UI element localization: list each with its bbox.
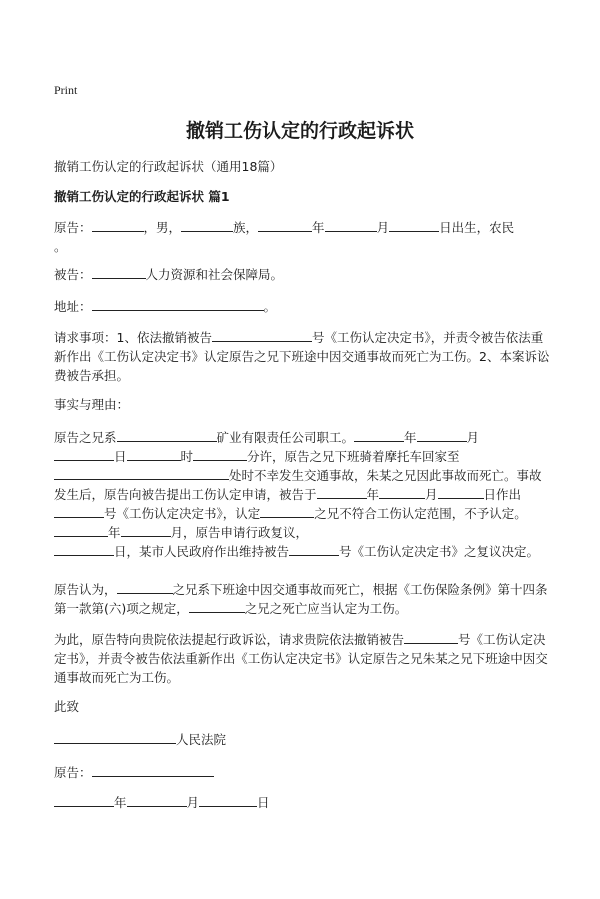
blank [127, 448, 181, 461]
document-subtitle: 撤销工伤认定的行政起诉状（通用18篇） [54, 159, 283, 174]
blank [54, 543, 114, 556]
text: 日 [114, 449, 127, 464]
blank-year [258, 219, 312, 232]
text: 年 [366, 487, 380, 502]
facts-heading [54, 395, 550, 414]
text: 处时不幸发生交通事故，朱某之兄因此事故而死亡。事故发生后，原告向被告提出工伤认定申请，被告于 [54, 468, 542, 502]
blank-name [92, 219, 144, 232]
blank [54, 505, 104, 518]
blank [260, 505, 314, 518]
blank [379, 486, 425, 499]
text: 月 [425, 487, 438, 502]
defendant-label: 被告： [54, 267, 92, 282]
text: 年 [108, 525, 121, 540]
blank [404, 631, 458, 644]
print-link[interactable]: Print [54, 83, 78, 97]
blank [54, 448, 114, 461]
text: 日出生，农民 [439, 220, 515, 235]
text: 族， [233, 220, 259, 235]
text: 年 [312, 220, 325, 235]
section-heading: 撤销工伤认定的行政起诉状 篇1 [54, 189, 230, 204]
blank [54, 524, 108, 537]
text: 请求事项：1、依法撤销被告 [54, 330, 212, 345]
text: 号《工伤认定决定书》，并责令被告依法重新作出《工伤认定决定书》认定原告之兄下班途中因交通事故而死亡为工伤。2、本案诉讼费被告承担。 [54, 330, 550, 383]
text: 年 [404, 430, 417, 445]
blank [189, 600, 245, 613]
blank-court-city [54, 731, 176, 744]
court-line [54, 730, 550, 749]
date-month: 月 [186, 795, 200, 810]
closing [54, 697, 550, 716]
request-paragraph [54, 630, 550, 687]
text: 日，某市人民政府作出维持被告 [114, 544, 290, 559]
blank-day [389, 219, 439, 232]
text: 之兄之死亡应当认定为工伤。 [244, 601, 408, 616]
blank [438, 486, 484, 499]
text: 号《工伤认定决定书》，并责令被告依法重新作出《工伤认定决定书》认定原告之兄朱某之兄下班途中因交通事故而死亡为工伤。 [54, 632, 548, 685]
text: 原告认为， [54, 582, 117, 597]
blank [117, 581, 173, 594]
text: 此致 [54, 699, 80, 714]
text: 月 [466, 430, 480, 445]
address-paragraph [54, 297, 550, 316]
blank-address [92, 298, 264, 311]
text: 号《工伤认定决定书》，认定 [104, 506, 261, 521]
blank-month [127, 794, 187, 807]
blank [317, 486, 367, 499]
blank [354, 429, 404, 442]
facts-paragraph [54, 428, 550, 561]
document-title: 撤销工伤认定的行政起诉状 [185, 120, 414, 142]
blank [54, 467, 229, 480]
text: 月 [376, 220, 390, 235]
blank-month [325, 219, 377, 232]
date-year: 年 [114, 795, 127, 810]
signer-label: 原告： [54, 765, 92, 780]
claims-paragraph [54, 328, 550, 385]
address-label: 地址： [54, 299, 92, 314]
text: 之兄不符合工伤认定范围，不予认定。 [314, 506, 527, 521]
text: 时 [180, 449, 194, 464]
defendant-name: 人力资源和社会保障局。 [145, 267, 284, 282]
date-line [54, 793, 550, 812]
text: 为此，原告特向贵院依法提起行政诉讼，请求贵院依法撤销被告 [54, 632, 405, 647]
blank [417, 429, 467, 442]
text: 事实与理由： [54, 397, 130, 412]
blank-defendant-city [92, 266, 146, 279]
defendant-paragraph [54, 265, 550, 284]
plaintiff-label: 原告： [54, 220, 92, 235]
text: ，男， [143, 220, 182, 235]
text: 号《工伤认定决定书》之复议决定。 [339, 544, 540, 559]
text: 矿业有限责任公司职工。 [216, 430, 355, 445]
blank-ethnicity [181, 219, 233, 232]
blank [289, 543, 339, 556]
blank-day [199, 794, 257, 807]
text: 之兄系下班途中因交通事故而死亡，根据《工伤保险条例》第十四条第一款第(六)项之规定， [54, 582, 548, 616]
text: 。 [54, 239, 67, 254]
blank-decision-number [212, 329, 312, 342]
signer-line [54, 763, 550, 782]
blank-signature [92, 764, 214, 777]
plaintiff-paragraph [54, 218, 550, 256]
blank [193, 448, 247, 461]
text: 。 [263, 299, 277, 314]
text: 日作出 [483, 487, 522, 502]
blank [121, 524, 171, 537]
date-day: 日 [257, 795, 270, 810]
blank [117, 429, 217, 442]
text: 分许，原告之兄下班骑着摩托车回家至 [247, 449, 460, 464]
text: 原告之兄系 [54, 430, 117, 445]
court-label: 人民法院 [176, 732, 227, 747]
opinion-paragraph [54, 580, 550, 618]
text: 月，原告申请行政复议， [170, 525, 309, 540]
blank-year [54, 794, 114, 807]
